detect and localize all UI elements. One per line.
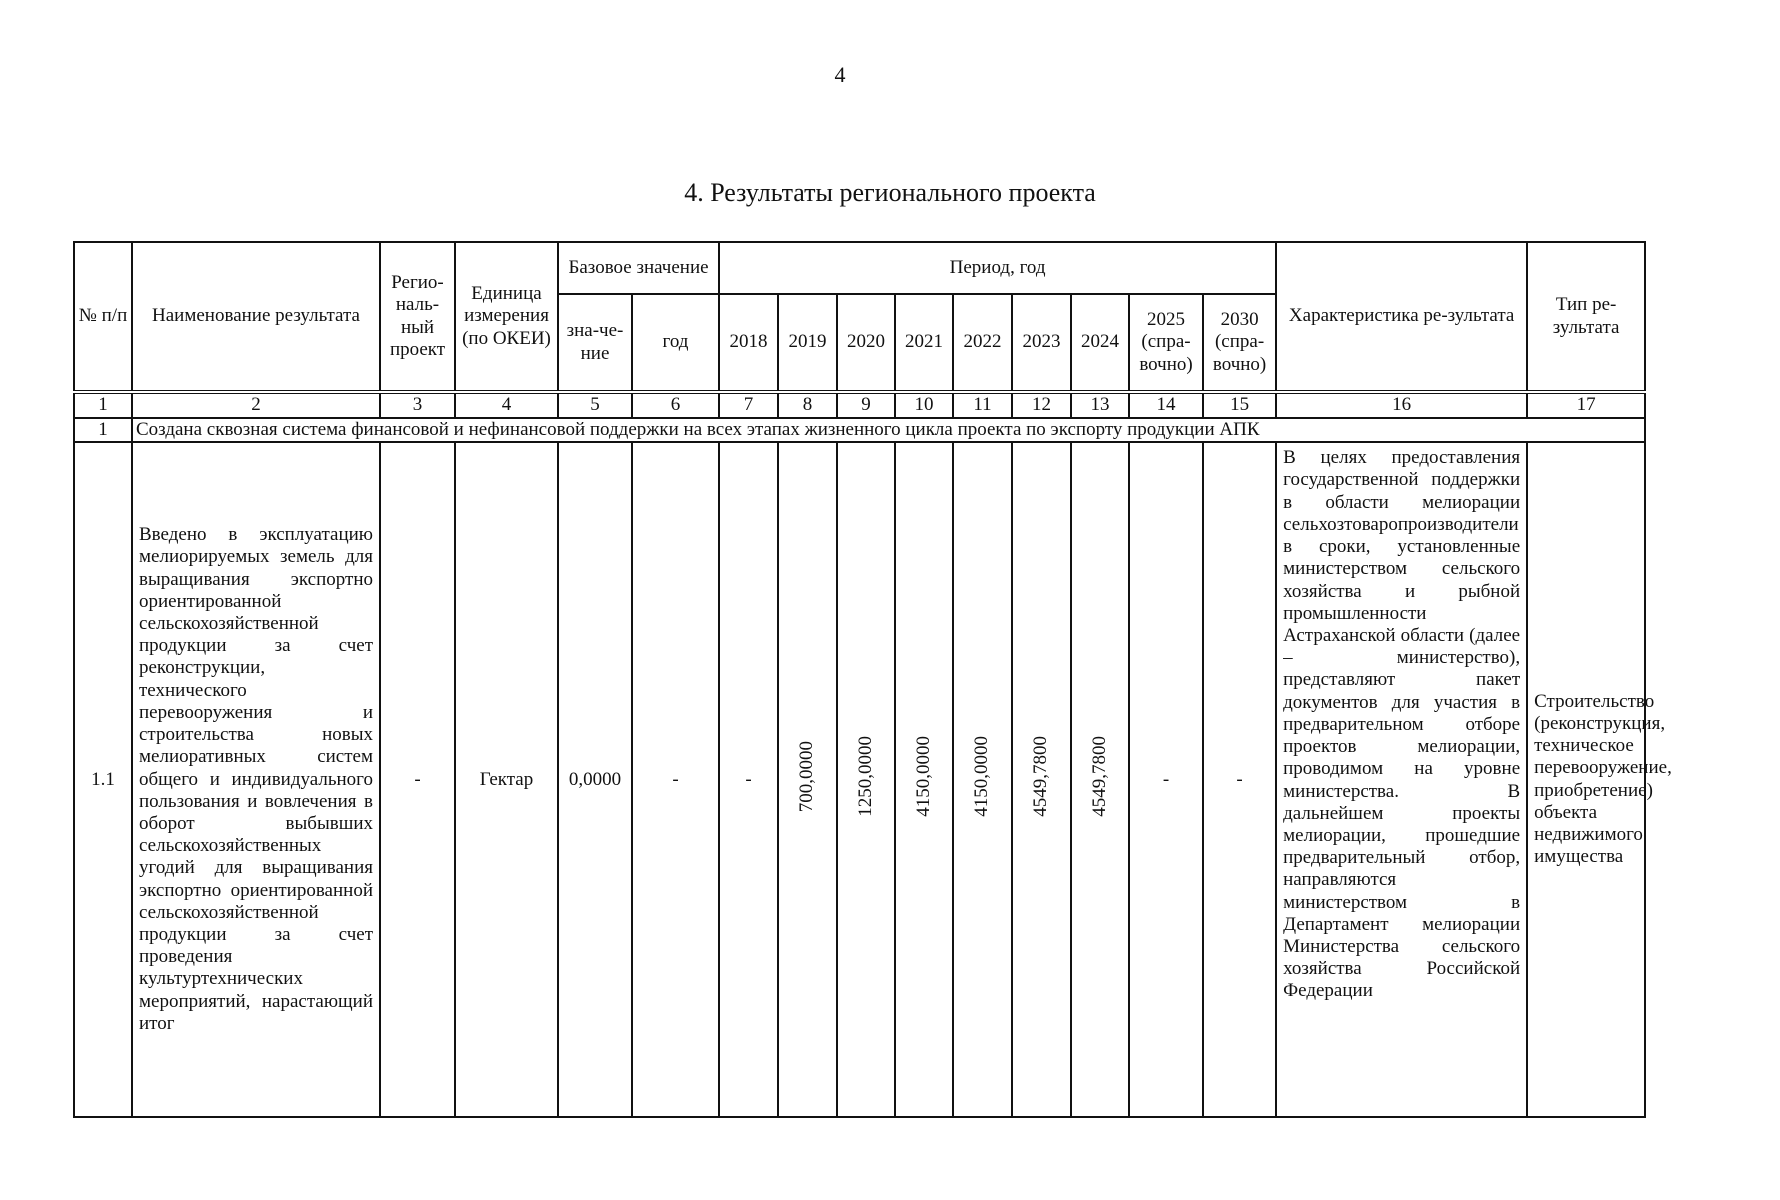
value-2019 [778,442,837,1117]
value-2019-text: 700,0000 [796,740,818,813]
value-2018: - [719,442,778,1117]
column-number: 2 [132,392,380,418]
header-num: № п/п [74,242,132,392]
result-type: Строительство (реконструкция, техническое перевооружение, приобретение) объекта недвижимого имущества [1527,442,1645,1117]
column-number: 14 [1129,392,1203,418]
header-regional: Регио-наль-ный проект [380,242,455,392]
header-year-2019: 2019 [778,294,837,392]
column-number: 15 [1203,392,1276,418]
header-base-value: зна-че-ние [558,294,632,392]
value-2024 [1071,442,1129,1117]
value-2020-text: 1250,0000 [854,736,876,817]
header-base-year: год [632,294,719,392]
value-2025: - [1129,442,1203,1117]
value-2021-text: 4150,0000 [912,736,934,817]
value-2020 [837,442,895,1117]
header-year-2025: 2025 (спра-вочно) [1129,294,1203,392]
column-number: 10 [895,392,953,418]
header-year-2024: 2024 [1071,294,1129,392]
header-name: Наименование результата [132,242,380,392]
column-number: 6 [632,392,719,418]
value-2024-text: 4549,7800 [1088,736,1110,817]
column-number: 9 [837,392,895,418]
row-num: 1.1 [74,442,132,1117]
base-year: - [632,442,719,1117]
header-characteristic: Характеристика ре-зультата [1276,242,1527,392]
header-year-2020: 2020 [837,294,895,392]
section-row [74,418,1645,442]
header-year-2018: 2018 [719,294,778,392]
column-number: 12 [1012,392,1071,418]
column-number: 3 [380,392,455,418]
value-2021 [895,442,953,1117]
table-row [74,442,1645,1117]
value-2030: - [1203,442,1276,1117]
header-base: Базовое значение [558,242,719,294]
column-number: 11 [953,392,1012,418]
header-row-1 [74,242,1645,294]
header-type: Тип ре-зультата [1527,242,1645,392]
section-text: Создана сквозная система финансовой и нефинансовой поддержки на всех этапах жизненного цикла проекта по экспорту продукции АПК [132,418,1645,442]
column-number: 17 [1527,392,1645,418]
result-name: Введено в эксплуатацию мелиорируемых земель для выращивания экспортно ориентированной сельскохозяйственной продукции за счет реконструкции, технического перевооружения и строительства новых мелиоративных систем общего и индивидуального пользования и вовлечения в оборот выбывших сельскохозяйственных угодий для выращивания экспортно ориентированной сельскохозяйственной продукции за счет проведения культуртехнических мероприятий, нарастающий итог [132,442,380,1117]
column-number: 8 [778,392,837,418]
column-number: 1 [74,392,132,418]
page-number: 4 [834,62,846,87]
column-number: 4 [455,392,558,418]
column-number: 5 [558,392,632,418]
unit: Гектар [455,442,558,1117]
header-year-2022: 2022 [953,294,1012,392]
base-value: 0,0000 [558,442,632,1117]
column-number: 16 [1276,392,1527,418]
header-year-2023: 2023 [1012,294,1071,392]
column-number: 7 [719,392,778,418]
column-number-row [74,392,1645,418]
value-2022-text: 4150,0000 [971,736,993,817]
regional-project: - [380,442,455,1117]
header-unit: Единица измерения (по ОКЕИ) [455,242,558,392]
header-year-2030: 2030 (спра-вочно) [1203,294,1276,392]
value-2022 [953,442,1012,1117]
header-year-2021: 2021 [895,294,953,392]
header-period: Период, год [719,242,1276,294]
column-number: 13 [1071,392,1129,418]
result-characteristic: В целях предоставления государственной поддержки в области мелиорации сельхозтоваропроизводители в сроки, установленные министерством сельского хозяйства и рыбной промышленности Астраханской области (далее – министерство), представляют пакет документов для участия в предварительном отборе проектов мелиорации, проводимом на уровне министерства. В дальнейшем проекты мелиорации, прошедшие предварительный отбор, направляются министерством в Департамент мелиорации Министерства сельского хозяйства Российской Федерации [1276,442,1527,1117]
results-table [73,241,1672,1118]
section-num: 1 [74,418,132,442]
value-2023 [1012,442,1071,1117]
section-title: 4. Результаты регионального проекта [684,178,1096,207]
value-2023-text: 4549,7800 [1030,736,1052,817]
